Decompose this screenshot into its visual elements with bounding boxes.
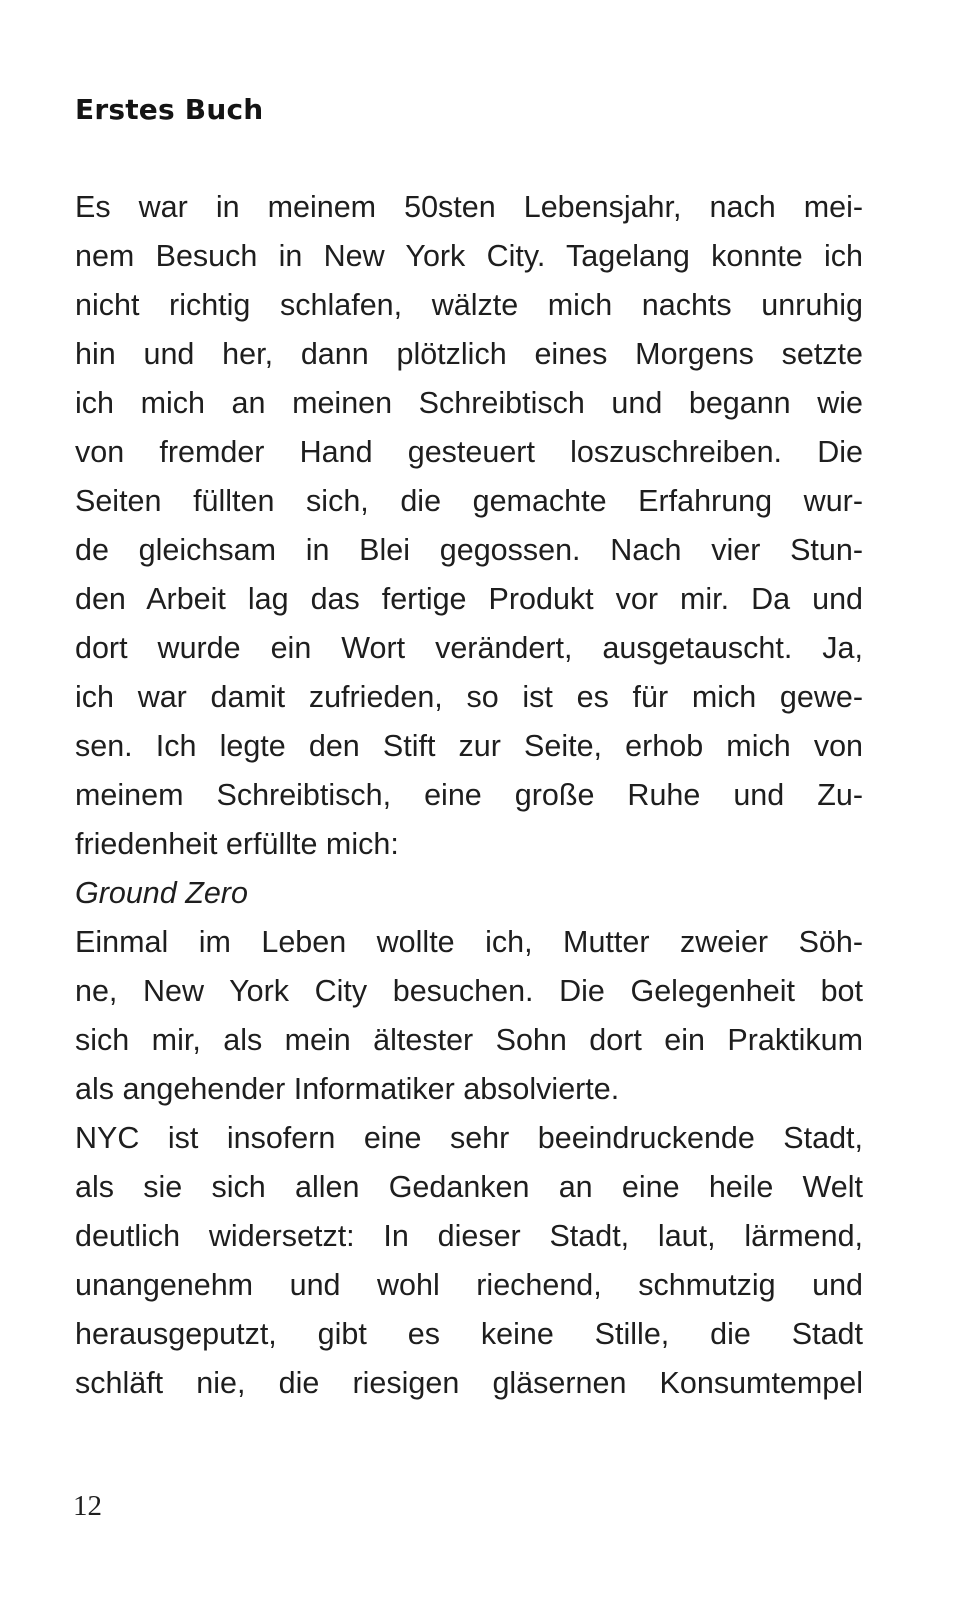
text-line: den Arbeit lag das fertige Produkt vor mir. Da und (75, 582, 863, 616)
text-line: sen. Ich legte den Stift zur Seite, erhob mich von (75, 729, 863, 763)
text-line: Seiten füllten sich, die gemachte Erfahrung wur- (75, 484, 863, 518)
text-line: de gleichsam in Blei gegossen. Nach vier Stun- (75, 533, 863, 567)
text-line: sich mir, als mein ältester Sohn dort ein Praktikum (75, 1023, 863, 1057)
body-text (75, 183, 863, 1408)
text-line: als sie sich allen Gedanken an eine heile Welt (75, 1170, 863, 1204)
text-line: von fremder Hand gesteuert loszuschreiben. Die (75, 435, 863, 469)
text-line: friedenheit erfüllte mich: (75, 827, 399, 861)
text-line: ne, New York City besuchen. Die Gelegenheit bot (75, 974, 863, 1008)
text-line: ich mich an meinen Schreibtisch und begann wie (75, 386, 863, 420)
section-title: Ground Zero (75, 876, 248, 910)
text-line: nem Besuch in New York City. Tagelang konnte ich (75, 239, 863, 273)
text-line: Es war in meinem 50sten Lebensjahr, nach mei- (75, 190, 863, 224)
text-line: Einmal im Leben wollte ich, Mutter zweier Söh- (75, 925, 863, 959)
text-line: schläft nie, die riesigen gläsernen Konsumtempel (75, 1366, 863, 1400)
text-line: deutlich widersetzt: In dieser Stadt, laut, lärmend, (75, 1219, 863, 1253)
text-line: nicht richtig schlafen, wälzte mich nachts unruhig (75, 288, 863, 322)
chapter-title: Erstes Buch (75, 93, 264, 126)
page-number: 12 (73, 1490, 102, 1522)
text-line: unangenehm und wohl riechend, schmutzig und (75, 1268, 863, 1302)
text-line: ich war damit zufrieden, so ist es für mich gewe- (75, 680, 863, 714)
text-line: hin und her, dann plötzlich eines Morgens setzte (75, 337, 863, 371)
text-line: NYC ist insofern eine sehr beeindruckende Stadt, (75, 1121, 863, 1155)
text-line: dort wurde ein Wort verändert, ausgetauscht. Ja, (75, 631, 863, 665)
text-line: als angehender Informatiker absolvierte. (75, 1072, 620, 1106)
text-line: herausgeputzt, gibt es keine Stille, die Stadt (75, 1317, 863, 1351)
text-line: meinem Schreibtisch, eine große Ruhe und Zu- (75, 778, 863, 812)
